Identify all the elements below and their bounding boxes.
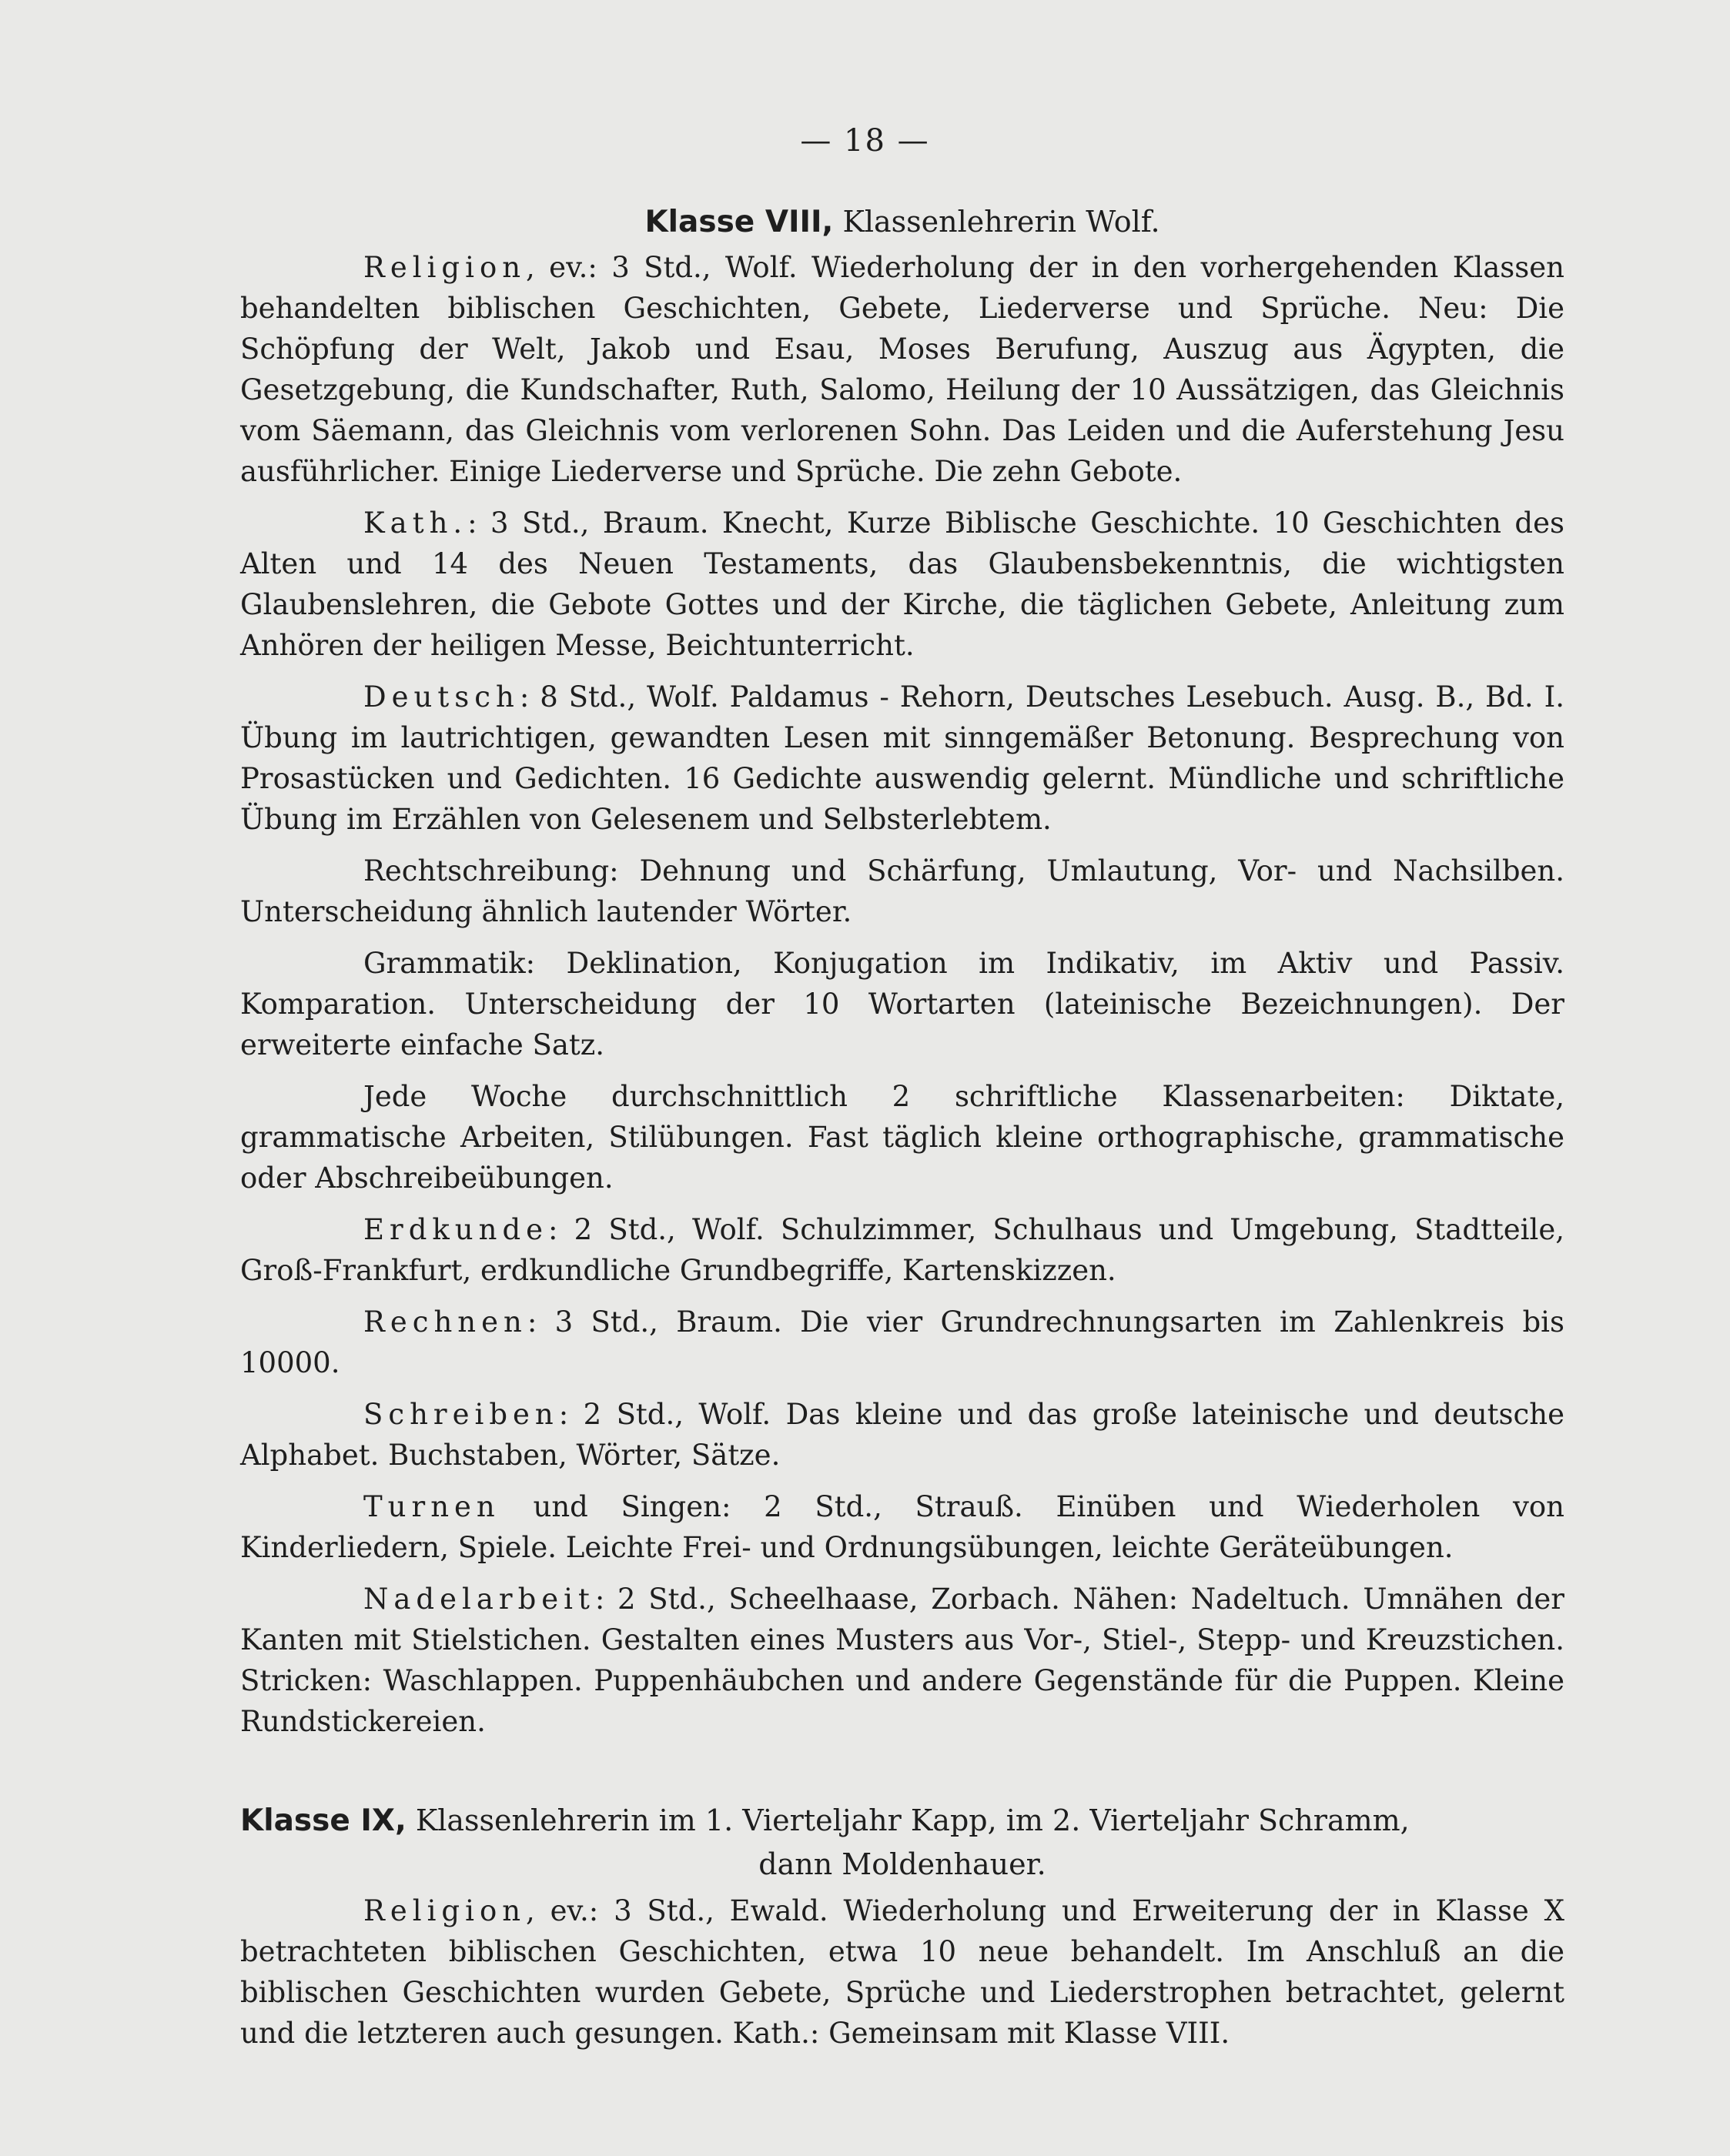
subject-lead: Erdkunde <box>363 1213 549 1246</box>
section-spacer <box>240 1753 1564 1799</box>
paragraph-text: : 2 Std., Scheelhaase, Zorbach. Nähen: Nadeltuch. Umnähen der Kanten mit Stielstichen. Gestalten eines Musters aus Vor-, Stiel-, Stepp- und Kreuzstichen. Stricken: Waschlappen. Puppenhäubchen und andere Gegenstände für die Puppen. Kleine Rundstickereien. <box>240 1583 1564 1738</box>
subject-lead: Rechnen <box>363 1305 527 1339</box>
subject-lead: Deutsch <box>363 680 520 714</box>
section-heading-klasse-ix <box>240 1799 1564 1886</box>
page-number: — 18 — <box>800 123 930 159</box>
paragraph-text: Rechtschreibung: Dehnung und Schärfung, Umlautung, Vor- und Nachsilben. Unterscheidung ähnlich lautender Wörter. <box>240 854 1564 928</box>
subject-lead: Turnen <box>363 1490 500 1523</box>
page-content <box>240 202 1564 2064</box>
paragraph-text: : 3 Std., Braum. Die vier Grundrechnungsarten im Zahlenkreis bis 10000. <box>240 1305 1564 1379</box>
paragraph-schreiben <box>240 1394 1564 1476</box>
subject-lead: Religion <box>363 1894 527 1927</box>
paragraph-text: Grammatik: Deklination, Konjugation im Indikativ, im Aktiv und Passiv. Komparation. Unterscheidung der 10 Wortarten (lateinische Bezeichnungen). Der erweiterte einfache Satz. <box>240 947 1564 1061</box>
paragraph-text: , ev.: 3 Std., Ewald. Wiederholung und Erweiterung der in Klasse X betrachteten biblischen Geschichten, etwa 10 neue behandelt. Im Anschluß an die biblischen Geschichten wurden Gebete, Sprüche und Liederstrophen betrachtet, gelernt und die letzteren auch gesungen. Kath.: Gemeinsam mit Klasse VIII. <box>240 1894 1564 2050</box>
section-heading-bold: Klasse IX, <box>240 1803 407 1838</box>
paragraph-rechtschreibung <box>240 851 1564 932</box>
section-heading-klasse-viii <box>240 202 1564 242</box>
paragraph-deutsch <box>240 677 1564 840</box>
paragraph-klassenarbeiten <box>240 1076 1564 1198</box>
paragraph-kath <box>240 503 1564 666</box>
paragraph-turnen <box>240 1486 1564 1568</box>
paragraph-religion-ix <box>240 1890 1564 2054</box>
section-heading-bold: Klasse VIII, <box>644 205 834 239</box>
paragraph-religion <box>240 247 1564 492</box>
subject-lead: Schreiben <box>363 1398 559 1431</box>
paragraph-rechnen <box>240 1302 1564 1383</box>
paragraph-text: und Singen: 2 Std., Strauß. Einüben und Wiederholen von Kinderliedern, Spiele. Leichte Frei- und Ordnungsübungen, leichte Geräteübungen. <box>240 1490 1564 1564</box>
paragraph-text: : 2 Std., Wolf. Schulzimmer, Schulhaus und Umgebung, Stadtteile, Groß-Frankfurt, erdkundliche Grundbegriffe, Kartenskizzen. <box>240 1213 1564 1287</box>
paragraph-erdkunde <box>240 1209 1564 1291</box>
paragraph-text: : 3 Std., Braum. Knecht, Kurze Biblische Geschichte. 10 Geschichten des Alten und 14 des Neuen Testaments, das Glaubensbekenntnis, die wichtigsten Glaubenslehren, die Gebote Gottes und der Kirche, die täglichen Gebete, Anleitung zum Anhören der heiligen Messe, Beichtunterricht. <box>240 506 1564 662</box>
paragraph-nadelarbeit <box>240 1579 1564 1742</box>
section-heading-rest: Klassenlehrerin im 1. Vierteljahr Kapp, im 2. Vierteljahr Schramm, <box>406 1803 1410 1837</box>
subject-lead: Nadelarbeit <box>363 1583 595 1616</box>
section-heading-second-line: dann Moldenhauer. <box>758 1847 1046 1881</box>
section-heading-rest: Klassenlehrerin Wolf. <box>833 205 1160 239</box>
subject-lead: Religion <box>363 251 527 284</box>
subject-lead: Kath. <box>363 506 468 540</box>
paragraph-text: : 2 Std., Wolf. Das kleine und das große lateinische und deutsche Alphabet. Buchstaben, Wörter, Sätze. <box>240 1398 1564 1472</box>
paragraph-text: , ev.: 3 Std., Wolf. Wiederholung der in den vorhergehenden Klassen behandelten biblischen Geschichten, Gebete, Liederverse und Sprüche. Neu: Die Schöpfung der Welt, Jakob und Esau, Moses Berufung, Auszug aus Ägypten, die Gesetzgebung, die Kundschafter, Ruth, Salomo, Heilung der 10 Aussätzigen, das Gleichnis vom Säemann, das Gleichnis vom verlorenen Sohn. Das Leiden und die Auferstehung Jesu ausführlicher. Einige Liederverse und Sprüche. Die zehn Gebote. <box>240 251 1564 488</box>
paragraph-text: Jede Woche durchschnittlich 2 schriftliche Klassenarbeiten: Diktate, grammatische Arbeiten, Stilübungen. Fast täglich kleine orthographische, grammatische oder Abschreibeübungen. <box>240 1080 1564 1195</box>
paragraph-grammatik <box>240 943 1564 1065</box>
paragraph-text: : 8 Std., Wolf. Paldamus - Rehorn, Deutsches Lesebuch. Ausg. B., Bd. I. Übung im lautrichtigen, gewandten Lesen mit sinngemäßer Betonung. Besprechung von Prosastücken und Gedichten. 16 Gedichte auswendig gelernt. Mündliche und schriftliche Übung im Erzählen von Gelesenem und Selbsterlebtem. <box>240 680 1564 836</box>
